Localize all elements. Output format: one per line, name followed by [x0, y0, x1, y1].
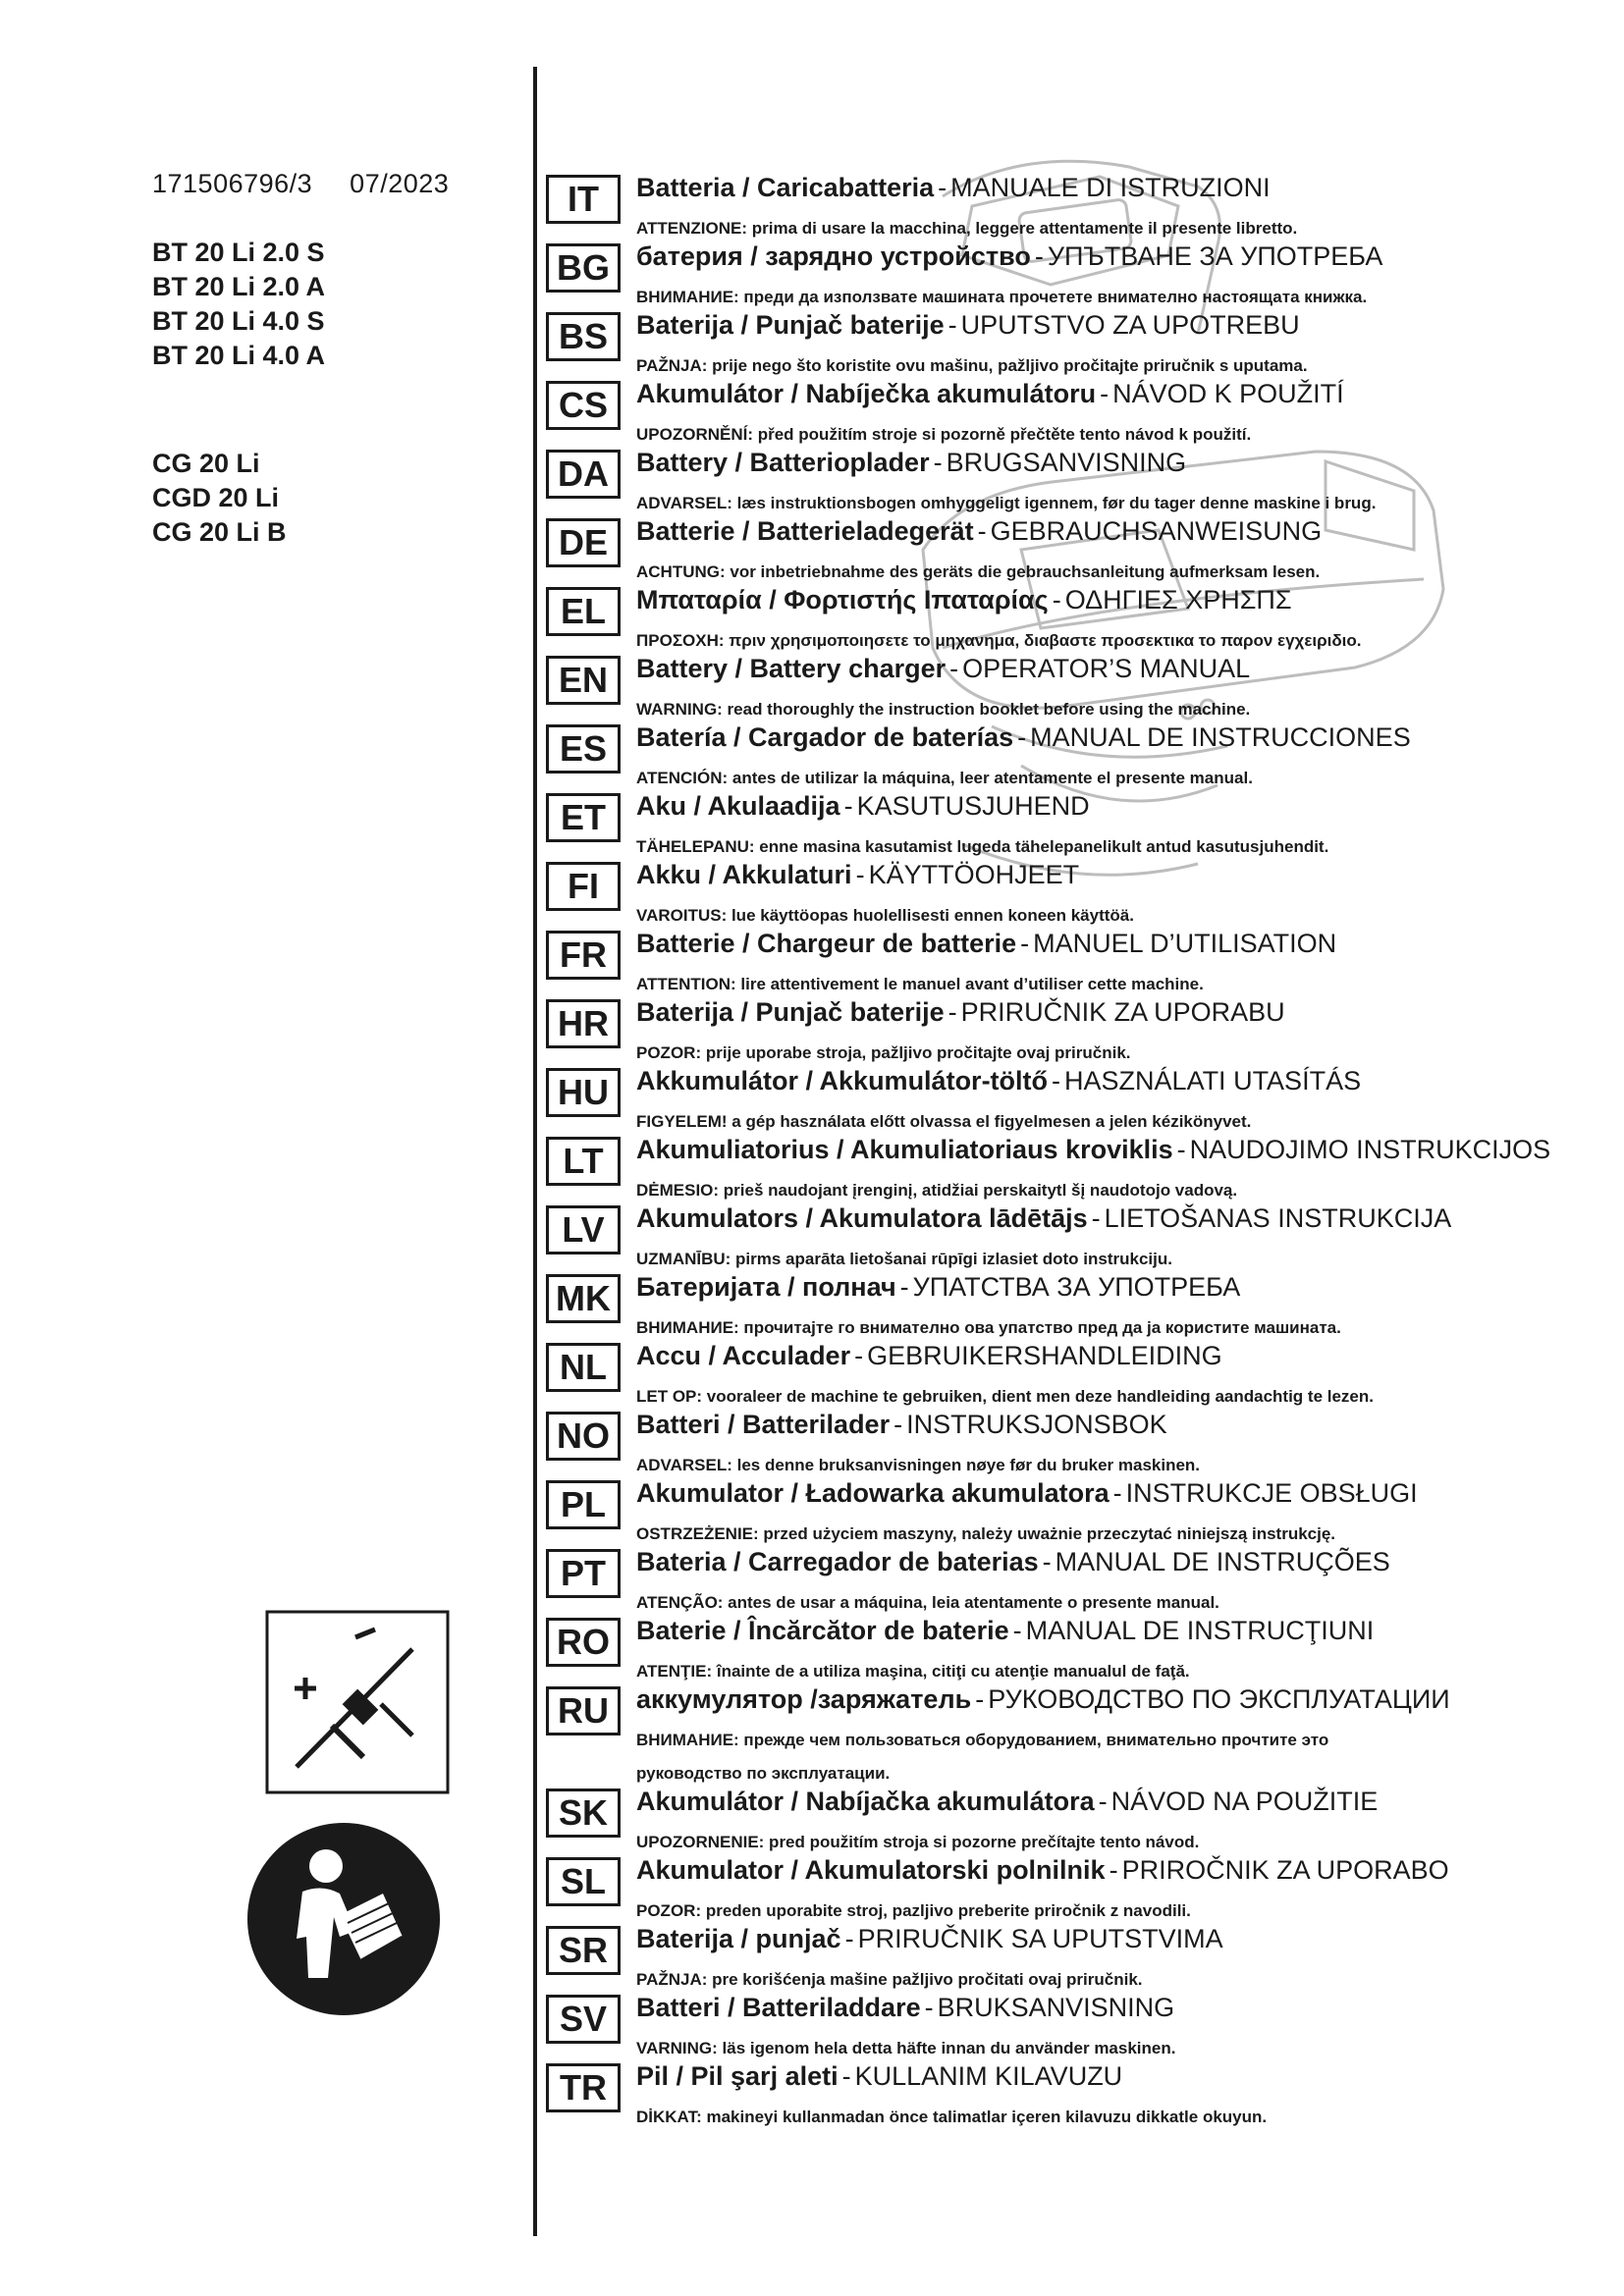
- warning-text: ADVARSEL: læs instruktionsbogen omhyggeligt igennem, før du tager denne maskine i brug.: [636, 494, 1377, 512]
- battery-polarity-icon: [265, 1610, 450, 1794]
- language-code-badge: EL: [546, 587, 621, 636]
- language-entry-bs: [546, 304, 1616, 373]
- product-name: Battery / Battery charger: [636, 654, 947, 683]
- manual-title: MANUALE DI ISTRUZIONI: [950, 173, 1271, 202]
- language-title: [636, 997, 1285, 1028]
- language-code-badge: SK: [546, 1789, 621, 1838]
- title-separator: -: [854, 1341, 864, 1370]
- manual-title: BRUGSANVISNING: [946, 448, 1187, 477]
- manual-title: PRIRUČNIK SA UPUTSTVIMA: [857, 1924, 1223, 1953]
- language-entry-es: [546, 717, 1616, 785]
- language-entry-sk: [546, 1781, 1616, 1849]
- manual-title: ΟΔΗΓΙΕΣ ΧΡΗΣΠΣ: [1064, 585, 1292, 614]
- language-title: [636, 1547, 1390, 1577]
- language-code-badge: RO: [546, 1618, 621, 1667]
- manual-title: LIETOŠANAS INSTRUKCIJA: [1104, 1203, 1452, 1233]
- language-code-badge: LT: [546, 1137, 621, 1186]
- model-item: CG 20 Li B: [152, 517, 287, 547]
- language-code-badge: SV: [546, 1995, 621, 2044]
- language-code-badge: SL: [546, 1857, 621, 1906]
- language-entry-pl: [546, 1472, 1616, 1541]
- language-title: [636, 654, 1250, 684]
- language-title: [636, 1616, 1374, 1646]
- product-name: Battery / Batterioplader: [636, 448, 930, 477]
- manual-title: INSTRUKCJE OBSŁUGI: [1125, 1478, 1418, 1508]
- warning-text: ADVARSEL: les denne bruksanvisningen nøye før du bruker maskinen.: [636, 1456, 1201, 1474]
- language-title: [636, 929, 1336, 959]
- title-separator: -: [841, 2061, 851, 2091]
- language-title: [636, 1272, 1240, 1303]
- charger-models-list: [152, 447, 287, 550]
- title-separator: -: [1100, 379, 1110, 408]
- language-title: [636, 1066, 1361, 1096]
- manual-title: KULLANIM KILAVUZU: [854, 2061, 1123, 2091]
- title-separator: -: [949, 654, 959, 683]
- title-separator: -: [1112, 1478, 1122, 1508]
- title-separator: -: [933, 448, 943, 477]
- model-item: BT 20 Li 4.0 S: [152, 306, 325, 336]
- product-name: Akku / Akkulaturi: [636, 860, 852, 889]
- product-name: Accu / Acculader: [636, 1341, 851, 1370]
- manual-title: MANUAL DE INSTRUCCIONES: [1030, 722, 1411, 752]
- language-code-badge: HR: [546, 999, 621, 1048]
- warning-text: FIGYELEM! a gép használata előtt olvassa el figyelmesen a jelen kézikönyvet.: [636, 1112, 1252, 1131]
- warning-text: ATTENTION: lire attentivement le manuel avant d’utiliser cette machine.: [636, 975, 1204, 993]
- language-title: [636, 2061, 1122, 2092]
- product-name: Baterija / Punjač baterije: [636, 310, 945, 340]
- title-separator: -: [977, 516, 987, 546]
- manual-title: GEBRUIKERSHANDLEIDING: [867, 1341, 1222, 1370]
- language-code-badge: DE: [546, 518, 621, 567]
- language-code-badge: PT: [546, 1549, 621, 1598]
- language-code-badge: MK: [546, 1274, 621, 1323]
- language-title: [636, 379, 1344, 409]
- model-item: CGD 20 Li: [152, 483, 280, 512]
- manual-title: UPUTSTVO ZA UPOTREBU: [960, 310, 1300, 340]
- warning-text: TÄHELEPANU: enne masina kasutamist lugeda tähelepanelikult antud kasutusjuhendit.: [636, 837, 1329, 856]
- title-separator: -: [1042, 1547, 1052, 1576]
- product-name: Akumulators / Akumulatora lādētājs: [636, 1203, 1088, 1233]
- document-date: 07/2023: [350, 169, 450, 198]
- warning-text: ATENCIÓN: antes de utilizar la máquina, leer atentamente el presente manual.: [636, 769, 1253, 787]
- language-entry-ru: [546, 1679, 1616, 1781]
- warning-text: DĖMESIO: prieš naudojant įrenginį, atidžiai perskaitytl šį naudotojo vadovą.: [636, 1181, 1238, 1200]
- language-entry-sv: [546, 1987, 1616, 2056]
- manual-title: INSTRUKSJONSBOK: [906, 1410, 1167, 1439]
- language-entry-nl: [546, 1335, 1616, 1404]
- product-name: Akumulátor / Nabíjačka akumulátora: [636, 1787, 1095, 1816]
- language-code-badge: CS: [546, 381, 621, 430]
- language-title: [636, 1684, 1450, 1715]
- language-code-badge: BG: [546, 243, 621, 293]
- language-entry-bg: [546, 236, 1616, 304]
- product-name: Akkumulátor / Akkumulátor-töltő: [636, 1066, 1049, 1095]
- language-entry-en: [546, 648, 1616, 717]
- warning-text: UPOZORNĚNÍ: před použitím stroje si pozorně přečtěte tento návod k použití.: [636, 425, 1252, 444]
- language-title: [636, 791, 1090, 822]
- language-title: [636, 1855, 1449, 1886]
- language-code-badge: FI: [546, 862, 621, 911]
- warning-text: VAROITUS: lue käyttöopas huolellisesti ennen koneen käyttöä.: [636, 906, 1134, 925]
- product-name: Μπαταρία / Φορτιστής Ιπαταρίας: [636, 585, 1049, 614]
- language-code-badge: DA: [546, 450, 621, 499]
- manual-title: УПЪТВАНЕ ЗА УПОТРЕБА: [1047, 241, 1383, 271]
- title-separator: -: [855, 860, 865, 889]
- title-separator: -: [1109, 1855, 1118, 1885]
- manual-title: PRIRUČNIK ZA UPORABU: [960, 997, 1285, 1027]
- language-list: [546, 167, 1616, 2124]
- warning-text: ACHTUNG: vor inbetriebnahme des geräts die gebrauchsanleitung aufmerksam lesen.: [636, 562, 1321, 581]
- language-entry-hu: [546, 1060, 1616, 1129]
- language-code-badge: NO: [546, 1412, 621, 1461]
- manual-title: РУКОВОДСТВО ПО ЭКСПЛУАТАЦИИ: [988, 1684, 1450, 1714]
- title-separator: -: [947, 310, 957, 340]
- product-name: Батеријата / полнач: [636, 1272, 896, 1302]
- manual-title: KÄYTTÖOHJEET: [868, 860, 1080, 889]
- manual-title: MANUAL DE INSTRUÇÕES: [1055, 1547, 1390, 1576]
- language-title: [636, 860, 1079, 890]
- read-manual-icon: [245, 1821, 442, 2017]
- warning-text: DİKKAT: makineyi kullanmadan önce talimatlar içeren kilavuzu dikkatle okuyun.: [636, 2108, 1268, 2126]
- manual-title: KASUTUSJUHEND: [856, 791, 1090, 821]
- model-item: BT 20 Li 2.0 A: [152, 272, 326, 301]
- language-code-badge: NL: [546, 1343, 621, 1392]
- language-title: [636, 1203, 1451, 1234]
- language-code-badge: BS: [546, 312, 621, 361]
- language-code-badge: PL: [546, 1480, 621, 1529]
- title-separator: -: [924, 1993, 934, 2022]
- language-title: [636, 1478, 1418, 1509]
- language-entry-da: [546, 442, 1616, 510]
- language-entry-fr: [546, 923, 1616, 991]
- warning-text: LET OP: vooraleer de machine te gebruiken, dient men deze handleiding aandachtig te lezen.: [636, 1387, 1374, 1406]
- model-item: CG 20 Li: [152, 449, 260, 478]
- language-entry-ro: [546, 1610, 1616, 1679]
- language-entry-et: [546, 785, 1616, 854]
- warning-text: ВНИМАНИЕ: преди да използвате машината прочетете внимателно настоящата книжка.: [636, 288, 1368, 306]
- language-code-badge: EN: [546, 656, 621, 705]
- warning-text: ATENŢIE: înainte de a utiliza maşina, citiţi cu atenţie manualul de faţă.: [636, 1662, 1190, 1681]
- language-title: [636, 1410, 1167, 1440]
- title-separator: -: [1034, 241, 1044, 271]
- warning-text: ΠΡΟΣΟΧΗ: πριν χρησιμοποιησετε το μηχανημα, διαβαστε προσεκτικα το παρον εγχειριδιο.: [636, 631, 1362, 650]
- column-divider: [533, 67, 537, 2236]
- manual-title: HASZNÁLATI UTASÍTÁS: [1064, 1066, 1362, 1095]
- language-entry-de: [546, 510, 1616, 579]
- title-separator: -: [844, 1924, 854, 1953]
- language-entry-lt: [546, 1129, 1616, 1198]
- warning-text: PAŽNJA: pre korišćenja mašine pažljivo pročitati ovaj priručnik.: [636, 1970, 1143, 1989]
- title-separator: -: [947, 997, 957, 1027]
- language-title: [636, 516, 1322, 547]
- language-entry-tr: [546, 2056, 1616, 2124]
- product-name: аккумулятор /заряжатель: [636, 1684, 972, 1714]
- language-title: [636, 1924, 1223, 1954]
- manual-title: NÁVOD NA POUŽITIE: [1110, 1787, 1379, 1816]
- language-entry-it: [546, 167, 1616, 236]
- language-entry-sr: [546, 1918, 1616, 1987]
- title-separator: -: [1020, 929, 1030, 958]
- product-name: Akumulátor / Nabíječka akumulátoru: [636, 379, 1097, 408]
- product-name: Batteri / Batteriladdare: [636, 1993, 921, 2022]
- title-separator: -: [1176, 1135, 1186, 1164]
- language-entry-cs: [546, 373, 1616, 442]
- warning-text: ВНИМАНИЕ: прочитајте го внимателно ова упатство пред да ја користите машината.: [636, 1318, 1341, 1337]
- language-title: [636, 241, 1382, 272]
- product-name: Baterija / Punjač baterije: [636, 997, 945, 1027]
- language-entry-hr: [546, 991, 1616, 1060]
- manual-title: GEBRAUCHSANWEISUNG: [990, 516, 1323, 546]
- warning-text: OSTRZEŻENIE: przed użyciem maszyny, należy uważnie przeczytać niniejszą instrukcję.: [636, 1524, 1336, 1543]
- title-separator: -: [938, 173, 947, 202]
- product-name: Baterija / punjač: [636, 1924, 841, 1953]
- title-separator: -: [1098, 1787, 1108, 1816]
- product-name: Akumulator / Akumulatorski polnilnik: [636, 1855, 1106, 1885]
- product-name: Akumulator / Ładowarka akumulatora: [636, 1478, 1110, 1508]
- title-separator: -: [1017, 722, 1027, 752]
- product-name: батерия / зарядно устройство: [636, 241, 1031, 271]
- product-name: Akumuliatorius / Akumuliatoriaus kroviklis: [636, 1135, 1173, 1164]
- language-title: [636, 310, 1300, 341]
- language-code-badge: IT: [546, 175, 621, 224]
- manual-title: NÁVOD K POUŽITÍ: [1112, 379, 1344, 408]
- language-code-badge: TR: [546, 2063, 621, 2112]
- manual-title: УПАТСТВА ЗА УПОТРЕБА: [912, 1272, 1241, 1302]
- language-code-badge: LV: [546, 1205, 621, 1255]
- title-separator: -: [1052, 585, 1061, 614]
- title-separator: -: [1052, 1066, 1061, 1095]
- language-code-badge: FR: [546, 931, 621, 980]
- language-code-badge: ES: [546, 724, 621, 774]
- model-item: BT 20 Li 4.0 A: [152, 341, 326, 370]
- product-name: Batteria / Caricabatteria: [636, 173, 935, 202]
- manual-title: MANUEL D’UTILISATION: [1033, 929, 1337, 958]
- warning-text: PAŽNJA: prije nego što koristite ovu mašinu, pažljivo pročitajte priručnik s uputama.: [636, 356, 1308, 375]
- title-separator: -: [1091, 1203, 1101, 1233]
- language-entry-lv: [546, 1198, 1616, 1266]
- language-title: [636, 448, 1186, 478]
- language-title: [636, 1787, 1378, 1817]
- warning-text: ATENÇÃO: antes de usar a máquina, leia atentamente o presente manual.: [636, 1593, 1219, 1612]
- manual-title: BRUKSANVISNING: [937, 1993, 1175, 2022]
- manual-title: NAUDOJIMO INSTRUKCIJOS: [1189, 1135, 1551, 1164]
- language-code-badge: SR: [546, 1926, 621, 1975]
- battery-models-list: [152, 236, 325, 373]
- language-title: [636, 1993, 1174, 2023]
- language-title: [636, 1341, 1222, 1371]
- product-name: Aku / Akulaadija: [636, 791, 840, 821]
- title-separator: -: [899, 1272, 909, 1302]
- manual-title: PRIROČNIK ZA UPORABO: [1121, 1855, 1449, 1885]
- product-name: Batterie / Batterieladegerät: [636, 516, 974, 546]
- language-code-badge: ET: [546, 793, 621, 842]
- language-entry-sl: [546, 1849, 1616, 1918]
- warning-text: ВНИМАНИЕ: прежде чем пользоваться оборудованием, внимательно прочтите это руководство по эксплуатации.: [636, 1731, 1329, 1783]
- warning-text: ATTENZIONE: prima di usare la macchina, leggere attentamente il presente libretto.: [636, 219, 1298, 238]
- language-entry-fi: [546, 854, 1616, 923]
- product-name: Baterie / Încărcător de baterie: [636, 1616, 1009, 1645]
- warning-text: POZOR: prije uporabe stroja, pažljivo pročitajte ovaj priručnik.: [636, 1043, 1131, 1062]
- language-title: [636, 173, 1271, 203]
- manual-title: OPERATOR’S MANUAL: [962, 654, 1251, 683]
- manual-title: MANUAL DE INSTRUCŢIUNI: [1025, 1616, 1375, 1645]
- language-code-badge: HU: [546, 1068, 621, 1117]
- title-separator: -: [1012, 1616, 1022, 1645]
- warning-text: UZMANĪBU: pirms aparāta lietošanai rūpīgi izlasiet doto instrukciju.: [636, 1250, 1172, 1268]
- warning-text: POZOR: preden uporabite stroj, pazljivo preberite priročnik z navodili.: [636, 1901, 1191, 1920]
- model-item: BT 20 Li 2.0 S: [152, 238, 325, 267]
- title-separator: -: [975, 1684, 985, 1714]
- language-title: [636, 585, 1292, 615]
- product-name: Batteri / Batterilader: [636, 1410, 891, 1439]
- language-entry-pt: [546, 1541, 1616, 1610]
- product-name: Batterie / Chargeur de batterie: [636, 929, 1017, 958]
- language-title: [636, 722, 1411, 753]
- title-separator: -: [893, 1410, 903, 1439]
- warning-text: UPOZORNENIE: pred použitím stroja si pozorne prečítajte tento návod.: [636, 1833, 1200, 1851]
- language-title: [636, 1135, 1550, 1165]
- document-number: 171506796/3: [152, 169, 313, 198]
- language-code-badge: RU: [546, 1686, 621, 1735]
- language-entry-el: [546, 579, 1616, 648]
- warning-text: VARNING: läs igenom hela detta häfte innan du använder maskinen.: [636, 2039, 1176, 2057]
- product-name: Pil / Pil şarj aleti: [636, 2061, 839, 2091]
- title-separator: -: [843, 791, 853, 821]
- product-name: Bateria / Carregador de baterias: [636, 1547, 1039, 1576]
- language-entry-mk: [546, 1266, 1616, 1335]
- language-entry-no: [546, 1404, 1616, 1472]
- product-name: Batería / Cargador de baterías: [636, 722, 1014, 752]
- document-code: [152, 169, 486, 199]
- warning-text: WARNING: read thoroughly the instruction booklet before using the machine.: [636, 700, 1251, 719]
